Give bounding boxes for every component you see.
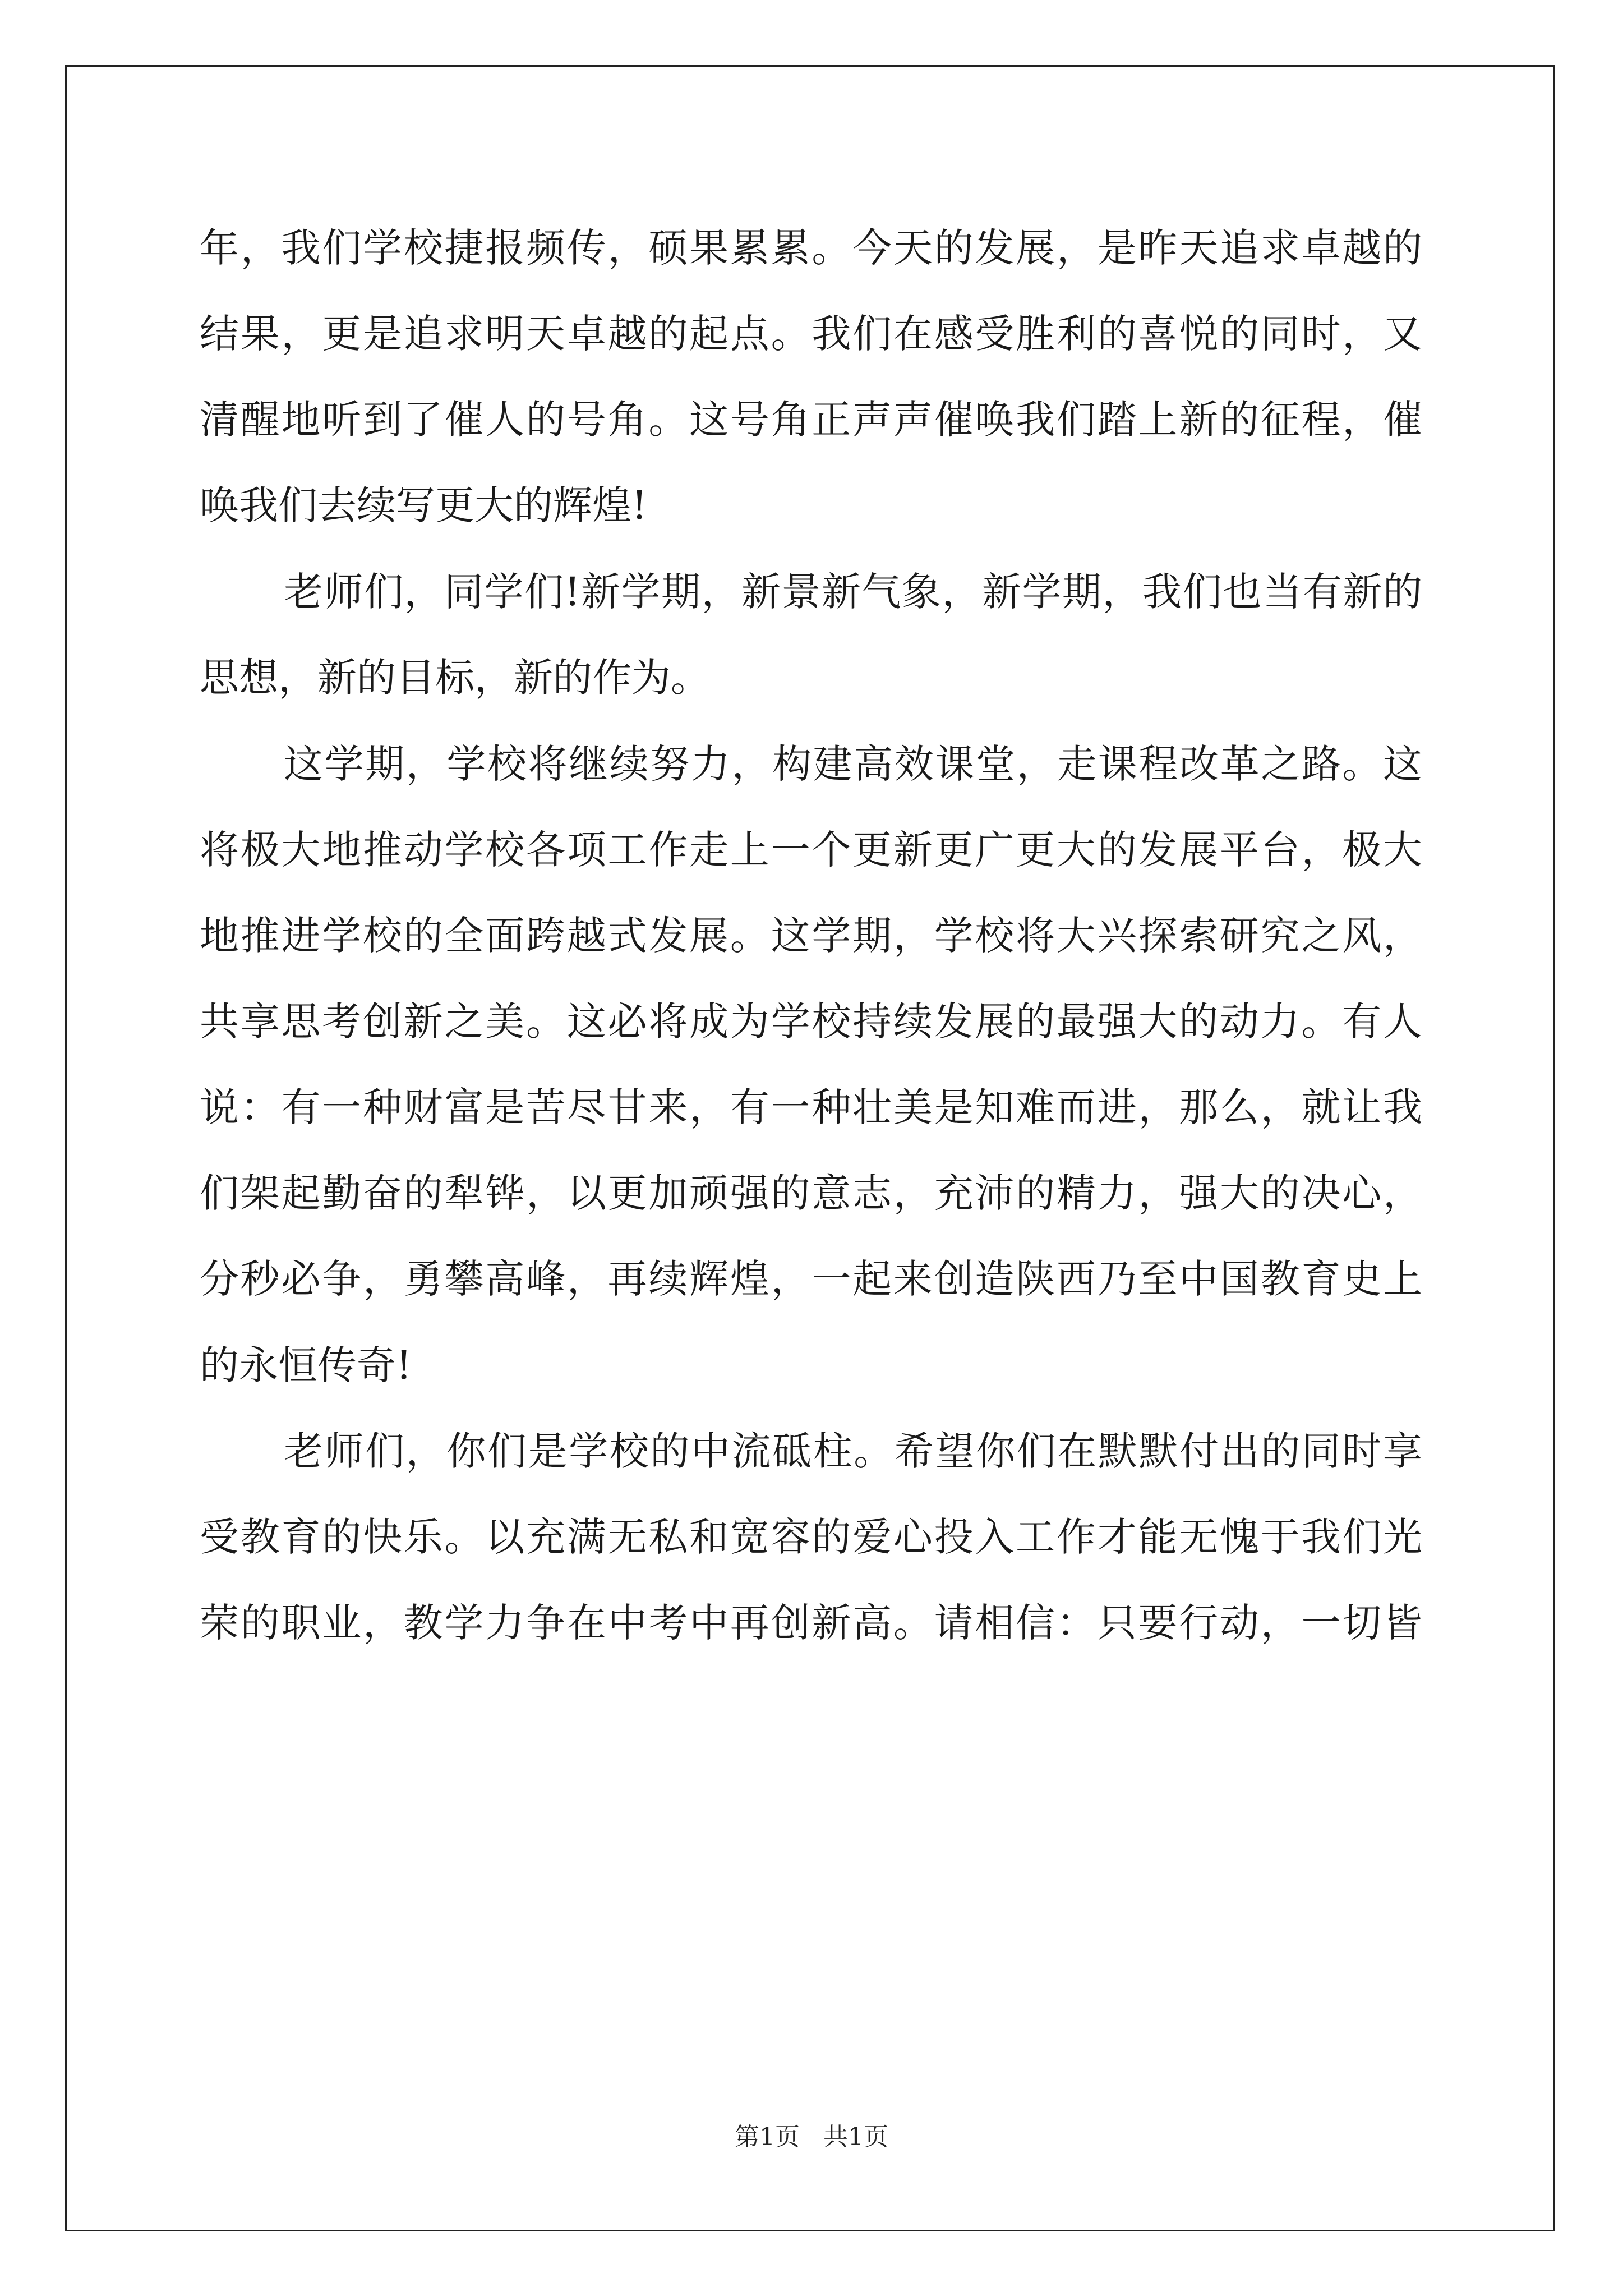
text-line: 分秒必争，勇攀高峰，再续辉煌，一起来创造陕西乃至中国教育史上 [200, 1256, 1422, 1302]
text-line: 年，我们学校捷报频传，硕果累累。今天的发展，是昨天追求卓越的 [200, 225, 1422, 271]
text-line: 共享思考创新之美。这必将成为学校持续发展的最强大的动力。有人 [200, 999, 1422, 1045]
text-line: 将极大地推动学校各项工作走上一个更新更广更大的发展平台，极大 [200, 827, 1422, 873]
page-number: 第1页 [735, 2123, 800, 2151]
text-line: 唤我们去续写更大的辉煌! [200, 482, 648, 528]
text-line: 受教育的快乐。以充满无私和宽容的爱心投入工作才能无愧于我们光 [200, 1514, 1422, 1560]
text-line: 的永恒传奇! [200, 1342, 412, 1388]
text-line: 结果，更是追求明天卓越的起点。我们在感受胜利的喜悦的同时，又 [200, 311, 1422, 357]
text-line: 老师们，同学们!新学期，新景新气象，新学期，我们也当有新的 [284, 569, 1422, 615]
text-line: 地推进学校的全面跨越式发展。这学期，学校将大兴探索研究之风， [200, 913, 1422, 959]
page-footer [0, 2120, 1623, 2154]
text-line: 清醒地听到了催人的号角。这号角正声声催唤我们踏上新的征程，催 [200, 397, 1422, 443]
text-line: 这学期，学校将继续努力，构建高效课堂，走课程改革之路。这 [284, 741, 1422, 787]
page-total: 共1页 [823, 2123, 888, 2151]
text-line: 老师们，你们是学校的中流砥柱。希望你们在默默付出的同时享 [284, 1428, 1422, 1474]
text-line: 思想，新的目标，新的作为。 [200, 655, 710, 701]
text-line: 荣的职业，教学力争在中考中再创新高。请相信：只要行动，一切皆 [200, 1600, 1422, 1646]
text-line: 说：有一种财富是苦尽甘来，有一种壮美是知难而进，那么，就让我 [200, 1084, 1422, 1130]
text-line: 们架起勤奋的犁铧，以更加顽强的意志，充沛的精力，强大的决心， [200, 1170, 1422, 1216]
